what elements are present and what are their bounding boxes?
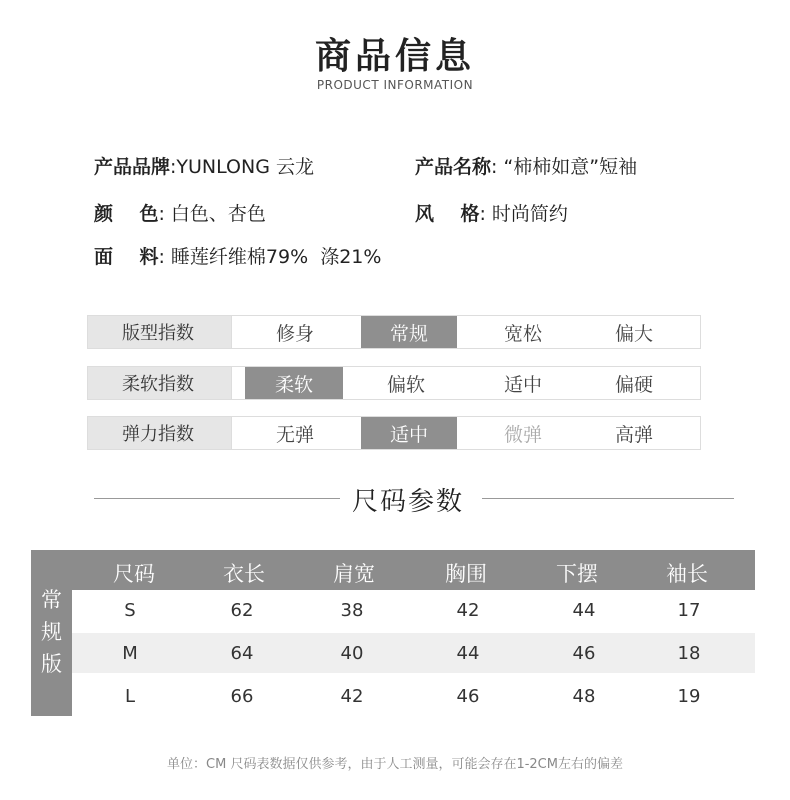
elasticity-option-high: 高弹 bbox=[614, 423, 653, 446]
elasticity-option-none: 无弹 bbox=[275, 423, 314, 446]
cell-m-hem: 46 bbox=[572, 643, 596, 664]
side-char-2: 规 bbox=[41, 620, 62, 644]
cell-l-shoulder: 42 bbox=[340, 686, 364, 707]
fit-option-large: 偏大 bbox=[614, 322, 653, 345]
cell-s-size: S bbox=[124, 600, 136, 621]
page-subtitle: PRODUCT INFORMATION bbox=[316, 78, 474, 92]
header-shoulder: 肩宽 bbox=[333, 562, 375, 586]
cell-s-length: 62 bbox=[230, 600, 254, 621]
cell-m-length: 64 bbox=[230, 643, 254, 664]
cell-s-hem: 44 bbox=[572, 600, 596, 621]
brand-value: :YUNLONG 云龙 bbox=[170, 156, 314, 178]
name-label: 产品名称 bbox=[415, 156, 492, 178]
style-value: : 时尚简约 bbox=[479, 203, 568, 225]
header-hem: 下摆 bbox=[556, 562, 598, 586]
index-label-softness: 柔软指数 bbox=[87, 366, 232, 400]
softness-option-hard: 偏硬 bbox=[614, 373, 653, 396]
cell-l-sleeve: 19 bbox=[677, 686, 701, 707]
fit-option-loose: 宽松 bbox=[503, 322, 542, 345]
cell-s-sleeve: 17 bbox=[677, 600, 701, 621]
info-fabric bbox=[94, 242, 381, 269]
cell-l-size: L bbox=[124, 686, 136, 707]
cell-l-chest: 46 bbox=[456, 686, 480, 707]
cell-m-shoulder: 40 bbox=[340, 643, 364, 664]
fit-option-regular: 常规 bbox=[361, 316, 457, 348]
color-value: : 白色、杏色 bbox=[158, 203, 266, 225]
header-chest: 胸围 bbox=[445, 562, 487, 586]
softness-option-slightly-soft: 偏软 bbox=[386, 373, 425, 396]
fabric-label: 面 料 bbox=[94, 246, 159, 268]
header-size: 尺码 bbox=[113, 562, 155, 586]
cell-m-sleeve: 18 bbox=[677, 643, 701, 664]
cell-s-shoulder: 38 bbox=[340, 600, 364, 621]
header-length: 衣长 bbox=[223, 562, 265, 586]
brand-label: 产品品牌 bbox=[94, 156, 171, 178]
divider-right bbox=[482, 498, 734, 499]
index-label-elasticity: 弹力指数 bbox=[87, 416, 232, 450]
fit-option-slim: 修身 bbox=[275, 322, 314, 345]
cell-s-chest: 42 bbox=[456, 600, 480, 621]
index-label-fit: 版型指数 bbox=[87, 315, 232, 349]
cell-m-size: M bbox=[122, 643, 138, 664]
elasticity-option-medium: 适中 bbox=[361, 417, 457, 449]
fabric-value: : 睡莲纤维棉79% 涤21% bbox=[158, 246, 382, 268]
name-value: : “柿柿如意”短袖 bbox=[491, 156, 638, 178]
size-table-side-label bbox=[31, 580, 72, 716]
softness-option-medium: 适中 bbox=[503, 373, 542, 396]
header-sleeve: 袖长 bbox=[666, 562, 708, 586]
color-label: 颜 色 bbox=[94, 203, 159, 225]
info-color bbox=[94, 199, 266, 226]
info-name bbox=[415, 152, 637, 179]
info-style bbox=[415, 199, 568, 226]
cell-l-hem: 48 bbox=[572, 686, 596, 707]
elasticity-option-slight: 微弹 bbox=[503, 423, 542, 446]
cell-l-length: 66 bbox=[230, 686, 254, 707]
page-title: 商品信息 bbox=[314, 36, 475, 77]
side-char-1: 常 bbox=[41, 588, 62, 612]
style-label: 风 格 bbox=[415, 203, 480, 225]
softness-option-soft: 柔软 bbox=[245, 367, 343, 399]
side-char-3: 版 bbox=[41, 652, 62, 676]
info-brand bbox=[94, 152, 314, 179]
divider-left bbox=[94, 498, 340, 499]
size-section-title: 尺码参数 bbox=[352, 487, 465, 517]
cell-m-chest: 44 bbox=[456, 643, 480, 664]
size-footnote: 单位：CM 尺码表数据仅供参考，由于人工测量，可能会存在1-2CM左右的偏差 bbox=[167, 757, 623, 772]
